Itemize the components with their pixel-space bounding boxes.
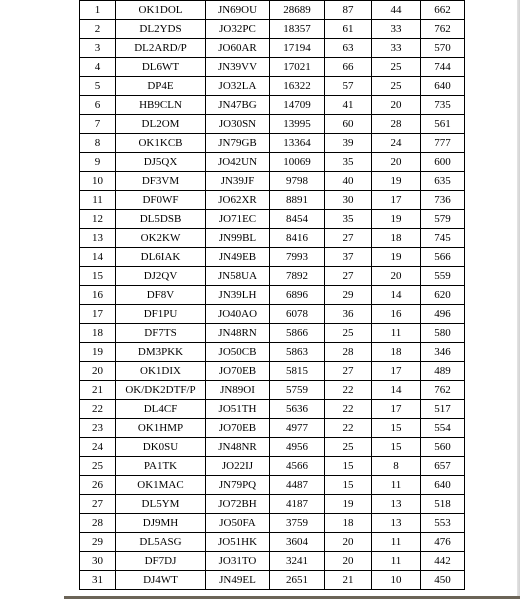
points-cell: 3759 <box>270 514 325 533</box>
qso-count-cell: 28 <box>325 343 372 362</box>
locator-cell: JN39JF <box>206 172 270 191</box>
wwl-count-cell: 11 <box>372 476 421 495</box>
rank-cell: 22 <box>80 400 116 419</box>
callsign-cell: PA1TK <box>116 457 206 476</box>
locator-cell: JO60AR <box>206 39 270 58</box>
qso-count-cell: 27 <box>325 267 372 286</box>
wwl-count-cell: 13 <box>372 514 421 533</box>
wwl-count-cell: 33 <box>372 20 421 39</box>
results-table-body <box>80 0 465 590</box>
callsign-cell: OK/DK2DTF/P <box>116 381 206 400</box>
points-cell: 6896 <box>270 286 325 305</box>
odx-cell: 554 <box>421 419 465 438</box>
wwl-count-cell: 18 <box>372 229 421 248</box>
points-cell: 5636 <box>270 400 325 419</box>
odx-cell: 489 <box>421 362 465 381</box>
callsign-cell: HB9CLN <box>116 96 206 115</box>
qso-count-cell: 87 <box>325 1 372 20</box>
table-row <box>80 20 465 39</box>
points-cell: 8891 <box>270 191 325 210</box>
table-row <box>80 115 465 134</box>
rank-cell: 4 <box>80 58 116 77</box>
callsign-cell: OK1DIX <box>116 362 206 381</box>
wwl-count-cell: 19 <box>372 210 421 229</box>
rank-cell: 27 <box>80 495 116 514</box>
qso-count-cell: 20 <box>325 533 372 552</box>
table-row <box>80 476 465 495</box>
qso-count-cell: 20 <box>325 552 372 571</box>
odx-cell: 570 <box>421 39 465 58</box>
rank-cell: 5 <box>80 77 116 96</box>
qso-count-cell: 15 <box>325 476 372 495</box>
table-row <box>80 514 465 533</box>
odx-cell: 561 <box>421 115 465 134</box>
qso-count-cell: 66 <box>325 58 372 77</box>
locator-cell: JO72BH <box>206 495 270 514</box>
results-table <box>79 0 465 590</box>
rank-cell: 23 <box>80 419 116 438</box>
points-cell: 13995 <box>270 115 325 134</box>
wwl-count-cell: 10 <box>372 571 421 590</box>
rank-cell: 8 <box>80 134 116 153</box>
points-cell: 14709 <box>270 96 325 115</box>
odx-cell: 560 <box>421 438 465 457</box>
points-cell: 17021 <box>270 58 325 77</box>
odx-cell: 640 <box>421 476 465 495</box>
table-row <box>80 134 465 153</box>
table-row <box>80 362 465 381</box>
table-row <box>80 457 465 476</box>
locator-cell: JN48RN <box>206 324 270 343</box>
wwl-count-cell: 19 <box>372 172 421 191</box>
odx-cell: 566 <box>421 248 465 267</box>
wwl-count-cell: 14 <box>372 381 421 400</box>
qso-count-cell: 19 <box>325 495 372 514</box>
locator-cell: JO50FA <box>206 514 270 533</box>
wwl-count-cell: 15 <box>372 419 421 438</box>
table-row <box>80 77 465 96</box>
rank-cell: 31 <box>80 571 116 590</box>
callsign-cell: DF7DJ <box>116 552 206 571</box>
locator-cell: JN79PQ <box>206 476 270 495</box>
odx-cell: 762 <box>421 381 465 400</box>
table-row <box>80 343 465 362</box>
points-cell: 16322 <box>270 77 325 96</box>
points-cell: 4487 <box>270 476 325 495</box>
callsign-cell: DM3PKK <box>116 343 206 362</box>
table-row <box>80 438 465 457</box>
wwl-count-cell: 15 <box>372 438 421 457</box>
locator-cell: JO51TH <box>206 400 270 419</box>
qso-count-cell: 22 <box>325 400 372 419</box>
locator-cell: JN47BG <box>206 96 270 115</box>
locator-cell: JO30SN <box>206 115 270 134</box>
rank-cell: 2 <box>80 20 116 39</box>
table-row <box>80 1 465 20</box>
rank-cell: 20 <box>80 362 116 381</box>
wwl-count-cell: 18 <box>372 343 421 362</box>
points-cell: 6078 <box>270 305 325 324</box>
callsign-cell: OK1KCB <box>116 134 206 153</box>
qso-count-cell: 35 <box>325 210 372 229</box>
odx-cell: 635 <box>421 172 465 191</box>
points-cell: 8454 <box>270 210 325 229</box>
rank-cell: 13 <box>80 229 116 248</box>
qso-count-cell: 39 <box>325 134 372 153</box>
rank-cell: 14 <box>80 248 116 267</box>
table-row <box>80 400 465 419</box>
callsign-cell: DJ5QX <box>116 153 206 172</box>
odx-cell: 600 <box>421 153 465 172</box>
qso-count-cell: 22 <box>325 381 372 400</box>
table-row <box>80 552 465 571</box>
table-row <box>80 172 465 191</box>
table-row <box>80 419 465 438</box>
qso-count-cell: 21 <box>325 571 372 590</box>
locator-cell: JO32PC <box>206 20 270 39</box>
odx-cell: 553 <box>421 514 465 533</box>
callsign-cell: DL5DSB <box>116 210 206 229</box>
table-row <box>80 96 465 115</box>
locator-cell: JN39LH <box>206 286 270 305</box>
qso-count-cell: 63 <box>325 39 372 58</box>
points-cell: 8416 <box>270 229 325 248</box>
rank-cell: 17 <box>80 305 116 324</box>
callsign-cell: OK1DOL <box>116 1 206 20</box>
table-row <box>80 267 465 286</box>
odx-cell: 518 <box>421 495 465 514</box>
qso-count-cell: 37 <box>325 248 372 267</box>
points-cell: 18357 <box>270 20 325 39</box>
odx-cell: 517 <box>421 400 465 419</box>
rank-cell: 16 <box>80 286 116 305</box>
wwl-count-cell: 25 <box>372 77 421 96</box>
points-cell: 7993 <box>270 248 325 267</box>
qso-count-cell: 30 <box>325 191 372 210</box>
callsign-cell: DK0SU <box>116 438 206 457</box>
wwl-count-cell: 13 <box>372 495 421 514</box>
rank-cell: 3 <box>80 39 116 58</box>
wwl-count-cell: 16 <box>372 305 421 324</box>
wwl-count-cell: 11 <box>372 552 421 571</box>
qso-count-cell: 27 <box>325 229 372 248</box>
rank-cell: 15 <box>80 267 116 286</box>
qso-count-cell: 35 <box>325 153 372 172</box>
qso-count-cell: 22 <box>325 419 372 438</box>
rank-cell: 29 <box>80 533 116 552</box>
odx-cell: 662 <box>421 1 465 20</box>
wwl-count-cell: 28 <box>372 115 421 134</box>
qso-count-cell: 40 <box>325 172 372 191</box>
wwl-count-cell: 8 <box>372 457 421 476</box>
callsign-cell: DL6WT <box>116 58 206 77</box>
points-cell: 3604 <box>270 533 325 552</box>
qso-count-cell: 60 <box>325 115 372 134</box>
wwl-count-cell: 17 <box>372 400 421 419</box>
wwl-count-cell: 11 <box>372 533 421 552</box>
odx-cell: 442 <box>421 552 465 571</box>
odx-cell: 736 <box>421 191 465 210</box>
points-cell: 2651 <box>270 571 325 590</box>
wwl-count-cell: 11 <box>372 324 421 343</box>
rank-cell: 1 <box>80 1 116 20</box>
locator-cell: JN79GB <box>206 134 270 153</box>
wwl-count-cell: 19 <box>372 248 421 267</box>
locator-cell: JN58UA <box>206 267 270 286</box>
rank-cell: 11 <box>80 191 116 210</box>
locator-cell: JN49EL <box>206 571 270 590</box>
rank-cell: 7 <box>80 115 116 134</box>
table-row <box>80 210 465 229</box>
callsign-cell: DF8V <box>116 286 206 305</box>
rank-cell: 30 <box>80 552 116 571</box>
odx-cell: 620 <box>421 286 465 305</box>
wwl-count-cell: 44 <box>372 1 421 20</box>
points-cell: 4977 <box>270 419 325 438</box>
table-row <box>80 571 465 590</box>
points-cell: 5759 <box>270 381 325 400</box>
callsign-cell: DJ4WT <box>116 571 206 590</box>
locator-cell: JO70EB <box>206 362 270 381</box>
wwl-count-cell: 14 <box>372 286 421 305</box>
qso-count-cell: 29 <box>325 286 372 305</box>
locator-cell: JO42UN <box>206 153 270 172</box>
locator-cell: JO40AO <box>206 305 270 324</box>
rank-cell: 12 <box>80 210 116 229</box>
table-row <box>80 381 465 400</box>
callsign-cell: DJ9MH <box>116 514 206 533</box>
qso-count-cell: 61 <box>325 20 372 39</box>
odx-cell: 762 <box>421 20 465 39</box>
locator-cell: JO71EC <box>206 210 270 229</box>
callsign-cell: DL4CF <box>116 400 206 419</box>
callsign-cell: DJ2QV <box>116 267 206 286</box>
odx-cell: 745 <box>421 229 465 248</box>
callsign-cell: DF3VM <box>116 172 206 191</box>
locator-cell: JN89OI <box>206 381 270 400</box>
callsign-cell: DL6IAK <box>116 248 206 267</box>
table-row <box>80 533 465 552</box>
odx-cell: 476 <box>421 533 465 552</box>
odx-cell: 450 <box>421 571 465 590</box>
locator-cell: JN69OU <box>206 1 270 20</box>
points-cell: 4956 <box>270 438 325 457</box>
wwl-count-cell: 20 <box>372 267 421 286</box>
points-cell: 28689 <box>270 1 325 20</box>
callsign-cell: DP4E <box>116 77 206 96</box>
odx-cell: 580 <box>421 324 465 343</box>
odx-cell: 640 <box>421 77 465 96</box>
callsign-cell: DL5YM <box>116 495 206 514</box>
wwl-count-cell: 24 <box>372 134 421 153</box>
callsign-cell: DL2ARD/P <box>116 39 206 58</box>
table-row <box>80 39 465 58</box>
table-row <box>80 229 465 248</box>
wwl-count-cell: 25 <box>372 58 421 77</box>
points-cell: 5815 <box>270 362 325 381</box>
locator-cell: JO51HK <box>206 533 270 552</box>
callsign-cell: DL2OM <box>116 115 206 134</box>
callsign-cell: DL2YDS <box>116 20 206 39</box>
points-cell: 5863 <box>270 343 325 362</box>
qso-count-cell: 25 <box>325 438 372 457</box>
odx-cell: 744 <box>421 58 465 77</box>
table-row <box>80 324 465 343</box>
points-cell: 10069 <box>270 153 325 172</box>
locator-cell: JN49EB <box>206 248 270 267</box>
rank-cell: 10 <box>80 172 116 191</box>
callsign-cell: OK2KW <box>116 229 206 248</box>
locator-cell: JO31TO <box>206 552 270 571</box>
rank-cell: 25 <box>80 457 116 476</box>
wwl-count-cell: 20 <box>372 96 421 115</box>
rank-cell: 6 <box>80 96 116 115</box>
qso-count-cell: 57 <box>325 77 372 96</box>
odx-cell: 559 <box>421 267 465 286</box>
callsign-cell: DF1PU <box>116 305 206 324</box>
points-cell: 7892 <box>270 267 325 286</box>
locator-cell: JO62XR <box>206 191 270 210</box>
wwl-count-cell: 17 <box>372 362 421 381</box>
odx-cell: 777 <box>421 134 465 153</box>
rank-cell: 9 <box>80 153 116 172</box>
callsign-cell: DL5ASG <box>116 533 206 552</box>
callsign-cell: DF7TS <box>116 324 206 343</box>
points-cell: 5866 <box>270 324 325 343</box>
points-cell: 9798 <box>270 172 325 191</box>
table-row <box>80 248 465 267</box>
locator-cell: JO70EB <box>206 419 270 438</box>
locator-cell: JO22IJ <box>206 457 270 476</box>
locator-cell: JO50CB <box>206 343 270 362</box>
qso-count-cell: 15 <box>325 457 372 476</box>
odx-cell: 657 <box>421 457 465 476</box>
qso-count-cell: 36 <box>325 305 372 324</box>
odx-cell: 579 <box>421 210 465 229</box>
locator-cell: JN39VV <box>206 58 270 77</box>
rank-cell: 21 <box>80 381 116 400</box>
rank-cell: 24 <box>80 438 116 457</box>
callsign-cell: OK1MAC <box>116 476 206 495</box>
rank-cell: 19 <box>80 343 116 362</box>
locator-cell: JN99BL <box>206 229 270 248</box>
locator-cell: JO32LA <box>206 77 270 96</box>
table-row <box>80 286 465 305</box>
table-row <box>80 58 465 77</box>
rank-cell: 18 <box>80 324 116 343</box>
wwl-count-cell: 17 <box>372 191 421 210</box>
locator-cell: JN48NR <box>206 438 270 457</box>
table-row <box>80 305 465 324</box>
points-cell: 13364 <box>270 134 325 153</box>
points-cell: 17194 <box>270 39 325 58</box>
odx-cell: 346 <box>421 343 465 362</box>
points-cell: 3241 <box>270 552 325 571</box>
qso-count-cell: 41 <box>325 96 372 115</box>
callsign-cell: OK1HMP <box>116 419 206 438</box>
qso-count-cell: 27 <box>325 362 372 381</box>
qso-count-cell: 25 <box>325 324 372 343</box>
points-cell: 4566 <box>270 457 325 476</box>
odx-cell: 496 <box>421 305 465 324</box>
table-row <box>80 191 465 210</box>
wwl-count-cell: 33 <box>372 39 421 58</box>
points-cell: 4187 <box>270 495 325 514</box>
table-row <box>80 153 465 172</box>
callsign-cell: DF0WF <box>116 191 206 210</box>
rank-cell: 28 <box>80 514 116 533</box>
rank-cell: 26 <box>80 476 116 495</box>
wwl-count-cell: 20 <box>372 153 421 172</box>
odx-cell: 735 <box>421 96 465 115</box>
qso-count-cell: 18 <box>325 514 372 533</box>
table-row <box>80 495 465 514</box>
